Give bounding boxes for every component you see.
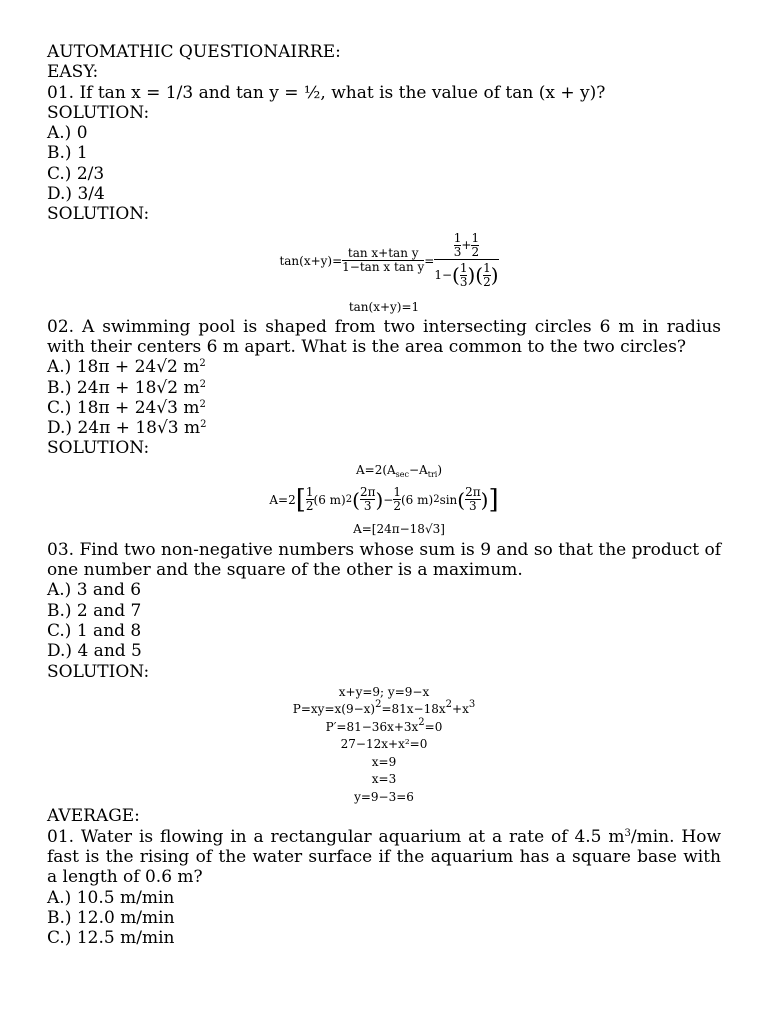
choice-a: A.) 0 [47, 123, 88, 144]
choice-d: D.) 24π + 18√3 $m^2$ [47, 418, 207, 439]
choice-d: D.) 3/4 [47, 184, 105, 205]
q2-equation-2: A=2 [ $\frac{1}{2}$ (6 m) 2 ( $\frac{2\pi}{3}$ ) − $\frac{1}{2}$ (6 m) 2 sin ( $\frac{2\pi}{3}$ ) ] [269, 484, 499, 515]
q1-equation [47, 225, 721, 297]
eq-lhs: tan(x+y)= [279, 253, 343, 268]
step-6: x=3 [371, 772, 397, 787]
choice-b: B.) 12.0 m/min [47, 907, 175, 928]
document-title: AUTOMATHIC QUESTIONAIRRE: [47, 42, 341, 62]
choice-b: B.) 1 [47, 143, 88, 164]
step-2: $P=xy=x(9-x)^2=81x-18x^2+x^3$ [292, 699, 476, 717]
solution-label: SOLUTION: [47, 102, 150, 123]
choice-c: C.) 18π + 24√3 $m^2$ [47, 397, 206, 418]
eq-equals: = [424, 253, 435, 268]
step-4: 27−12x+x²=0 [340, 737, 428, 752]
choice-a: A.) 18π + 24√2 $m^2$ [47, 357, 206, 378]
solution-label: SOLUTION: [47, 204, 150, 225]
eq-numerator: tan x+tan y [347, 246, 419, 261]
eq-fraction [342, 247, 424, 274]
choice-c: C.) 1 and 8 [47, 620, 142, 641]
q2-equation-1: $A=2(A_{sec}-A_{tri})$ [355, 462, 443, 479]
step-7: y=9−3=6 [354, 789, 414, 804]
solution-label: SOLUTION: [47, 661, 150, 682]
choice-b: B.) 24π + 18√2 $m^2$ [47, 377, 206, 398]
choice-d: D.) 4 and 5 [47, 641, 142, 662]
q3-solution-steps [47, 682, 721, 807]
step-3: $P'=81-36x+3x^2=0$ [325, 716, 443, 734]
choice-c: C.) 2/3 [47, 163, 105, 184]
step-5: x=9 [371, 754, 397, 769]
question-2-text: 02. A swimming pool is shaped from two intersecting circles 6 m in radius with their centers 6 m apart. What is the area common to the two circles? [47, 316, 721, 357]
choice-b: B.) 2 and 7 [47, 600, 142, 621]
question-1-text: 01. If tan x = 1/3 and tan y = ½, what is the value of tan (x + y)? [47, 82, 606, 103]
q1-result: tan(x+y)=1 [348, 299, 420, 314]
section-average-label: AVERAGE: [47, 806, 140, 827]
eq-denominator: 1−tan x tan y [342, 260, 425, 275]
solution-label: SOLUTION: [47, 438, 150, 459]
section-easy-label: EASY: [47, 62, 99, 83]
average-question-1-text: 01. Water is flowing in a rectangular aquarium at a rate of 4.5 $m^3/\min$. How fast is the rising of the water surface if the aquarium has a square base with a length of 0.6 m? [47, 826, 722, 888]
eq-substituted-fraction: $\frac{1}{3}$ + $\frac{1}{2}$ 1−( $\frac{1}{3}$ )( $\frac{1}{2}$ ) [434, 231, 499, 290]
choice-a: A.) 10.5 m/min [47, 887, 175, 908]
step-1: x+y=9; y=9−x [338, 684, 430, 699]
choice-c: C.) 12.5 m/min [47, 928, 175, 949]
q2-result: A=[24π−18√3] [353, 521, 445, 536]
choice-a: A.) 3 and 6 [47, 580, 142, 601]
question-3-text: 03. Find two non-negative numbers whose sum is 9 and so that the product of one number and the square of the other is a maximum. [47, 539, 721, 581]
